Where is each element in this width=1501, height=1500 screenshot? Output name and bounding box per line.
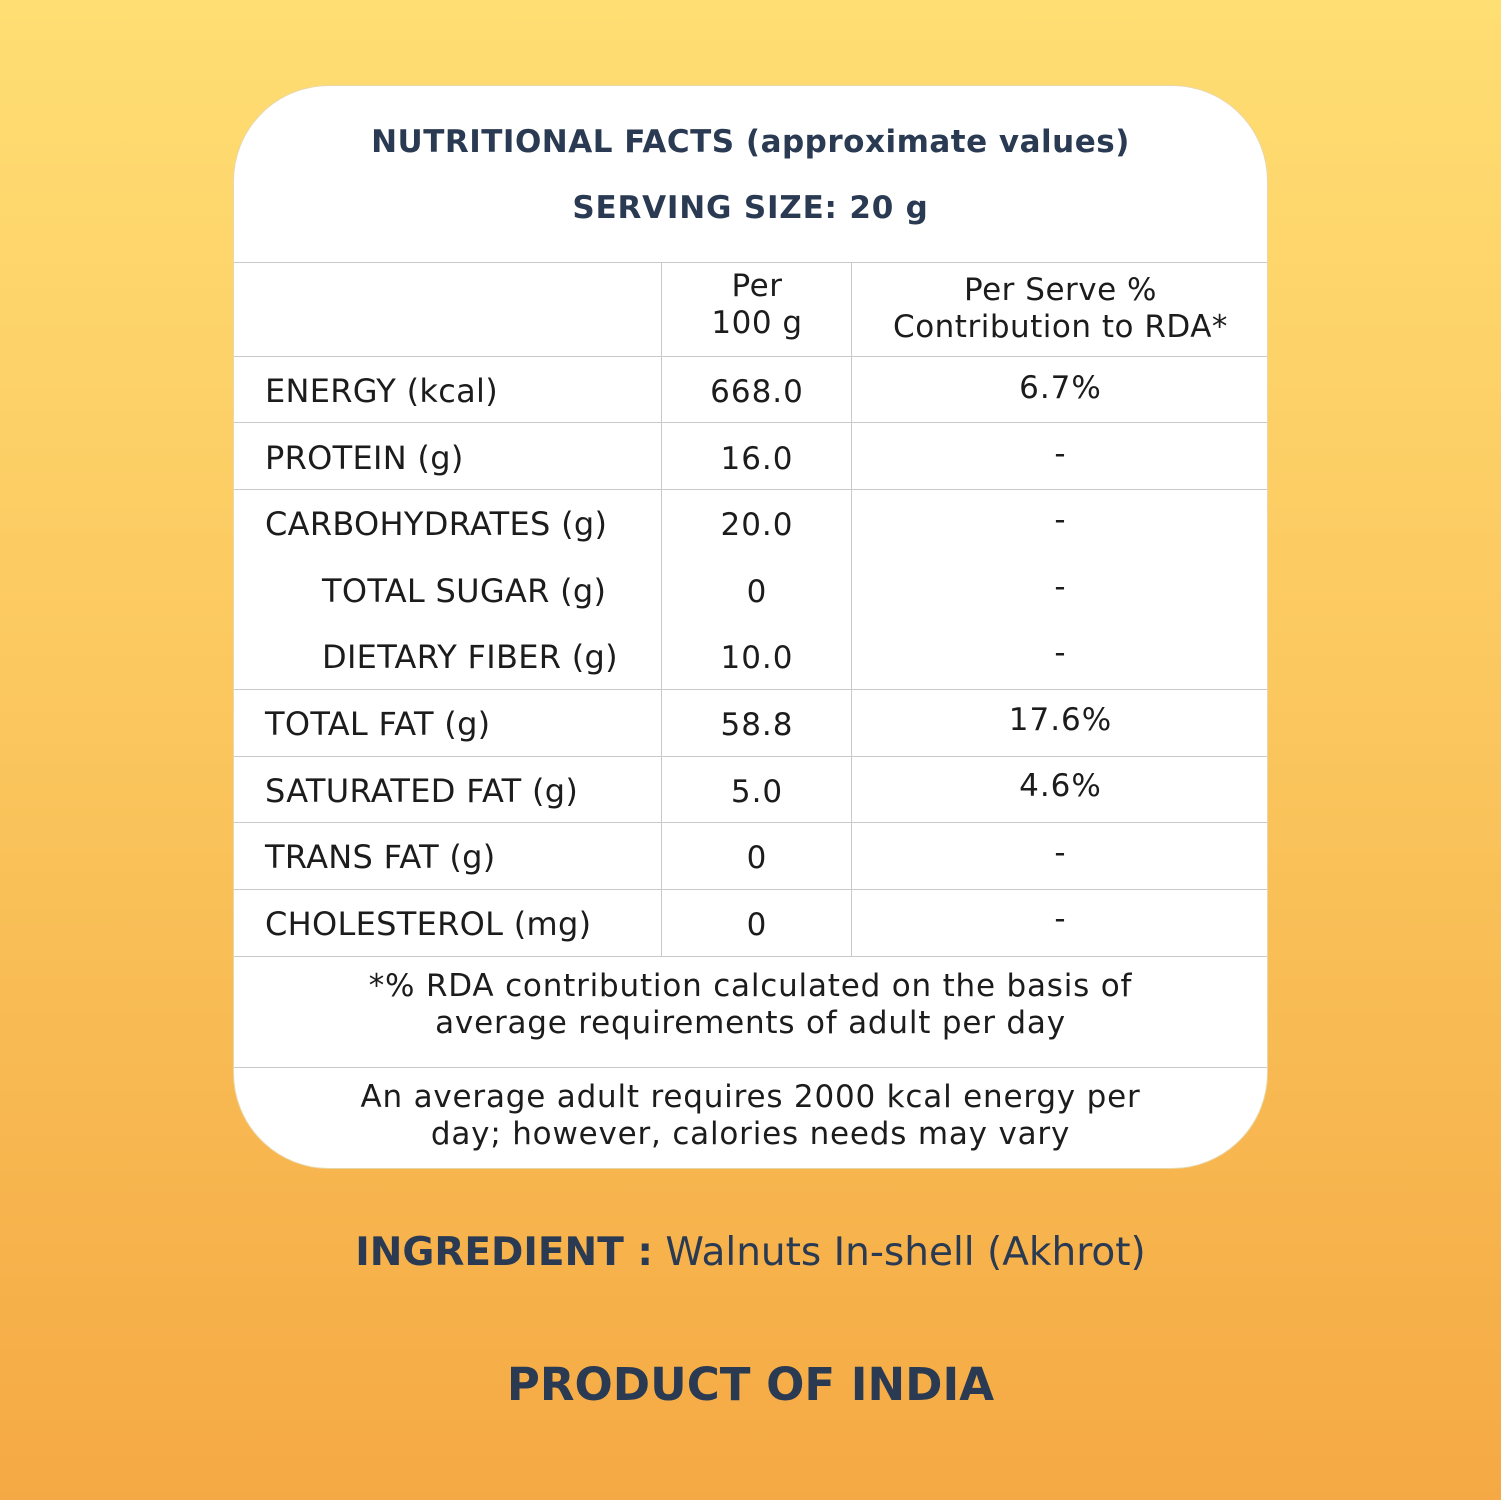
rule-row xyxy=(234,422,1267,423)
rule-header-top xyxy=(234,262,1267,263)
row-rda: - xyxy=(1054,569,1067,605)
row-per100: 668.0 xyxy=(710,374,804,410)
row-rda: - xyxy=(1054,835,1067,871)
row-per100: 5.0 xyxy=(730,774,784,810)
column-header-rda xyxy=(852,272,1268,346)
rule-row xyxy=(234,489,1267,490)
ingredient-line xyxy=(0,1230,1501,1275)
row-rda: - xyxy=(1054,635,1067,671)
row-label: CARBOHYDRATES (g) xyxy=(265,505,608,543)
row-per100: 0 xyxy=(746,574,768,610)
row-label: ENERGY (kcal) xyxy=(265,372,499,410)
row-label: PROTEIN (g) xyxy=(265,439,464,477)
nutrition-facts-card xyxy=(233,85,1268,1169)
row-per100: 0 xyxy=(746,840,768,876)
ingredient-value: Walnuts In-shell (Akhrot) xyxy=(665,1230,1146,1275)
rda-footnote-line: *% RDA contribution calculated on the basis of xyxy=(368,968,1133,1004)
rule-row xyxy=(234,889,1267,890)
row-per100: 16.0 xyxy=(720,441,794,477)
row-label: SATURATED FAT (g) xyxy=(265,772,579,810)
rule-header-bottom xyxy=(234,356,1267,357)
row-rda: - xyxy=(1054,901,1067,937)
row-label: DIETARY FIBER (g) xyxy=(322,638,618,676)
row-per100: 58.8 xyxy=(720,707,794,743)
column-header-line: Contribution to RDA* xyxy=(893,309,1228,345)
serving-size: SERVING SIZE: 20 g xyxy=(572,190,929,226)
row-label: CHOLESTEROL (mg) xyxy=(265,905,592,943)
ingredient-label: INGREDIENT : xyxy=(355,1230,653,1275)
row-rda: 6.7% xyxy=(1019,370,1102,406)
energy-footnote-line: day; however, calories needs may vary xyxy=(430,1116,1071,1152)
rda-footnote xyxy=(234,968,1267,1042)
nutrition-title: NUTRITIONAL FACTS (approximate values) xyxy=(371,124,1130,160)
rda-footnote-line: average requirements of adult per day xyxy=(435,1005,1066,1041)
energy-footnote xyxy=(234,1079,1267,1153)
row-rda: - xyxy=(1054,502,1067,538)
rule-notes xyxy=(234,1067,1267,1068)
row-per100: 10.0 xyxy=(720,640,794,676)
rule-row xyxy=(234,689,1267,690)
energy-footnote-line: An average adult requires 2000 kcal energy per xyxy=(360,1079,1141,1115)
row-rda: - xyxy=(1054,436,1067,472)
rule-row xyxy=(234,756,1267,757)
column-header-line: Per xyxy=(731,268,783,304)
row-per100: 0 xyxy=(746,907,768,943)
row-per100: 20.0 xyxy=(720,507,794,543)
column-header-per100 xyxy=(662,268,852,342)
row-label: TOTAL SUGAR (g) xyxy=(322,572,607,610)
column-header-line: Per Serve % xyxy=(964,272,1157,308)
row-label: TRANS FAT (g) xyxy=(265,838,496,876)
row-label: TOTAL FAT (g) xyxy=(265,705,491,743)
row-rda: 4.6% xyxy=(1019,768,1102,804)
rule-row xyxy=(234,822,1267,823)
row-rda: 17.6% xyxy=(1008,702,1113,738)
product-origin: PRODUCT OF INDIA xyxy=(506,1358,995,1411)
column-header-line: 100 g xyxy=(711,305,803,341)
rule-table-bottom xyxy=(234,956,1267,957)
